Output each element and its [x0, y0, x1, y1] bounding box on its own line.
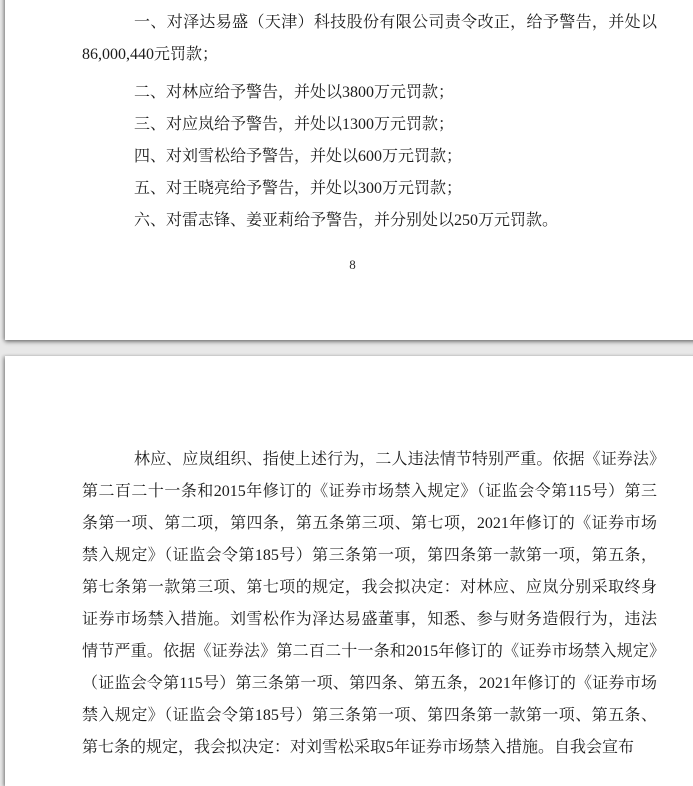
penalty-item-3: 三、对应岚给予警告，并处以1300万元罚款； [134, 116, 455, 133]
penalty-item-6: 六、对雷志锋、姜亚莉给予警告，并分别处以250万元罚款。 [134, 212, 559, 229]
page-number: 8 [349, 257, 356, 272]
ban-decision-paragraph: 林应、应岚组织、指使上述行为，二人违法情节特别严重。依据《证券法》第二百二十一条和2015年修订的《证券市场禁入规定》（证监会令第115号）第三条第一项、第二项，第四条，第五条第三项、第七项，2021年修订的《证券市场禁入规定》（证监会令第185号）第三条第一项，第四条第一款第一项，第五条，第七条第一款第三项、第七项的规定，我会拟决定：对林应、应岚分别采取终身证券市场禁入措施。刘雪松作为泽达易盛董事，知悉、参与财务造假行为，违法情节严重。依据《证券法》第二百二十一条和2015年修订的《证券市场禁入规定》（证监会令第115号）第三条第一项、第四条、第五条，2021年修订的《证券市场禁入规定》（证监会令第185号）第三条第一项、第四条第一款第一项、第五条、第七条的规定，我会拟决定：对刘雪松采取5年证券市场禁入措施。自我会宣布 [82, 451, 657, 756]
penalty-list [5, 0, 693, 237]
penalty-item-5: 五、对王晓亮给予警告，并处以300万元罚款； [134, 180, 463, 197]
penalty-item-4: 四、对刘雪松给予警告，并处以600万元罚款； [134, 148, 463, 165]
page-body [5, 356, 693, 764]
document-page-top [5, 0, 693, 340]
penalty-item-1: 一、对泽达易盛（天津）科技股份有限公司责令改正，给予警告，并处以86,000,440元罚款； [82, 14, 657, 63]
document-page-bottom [5, 356, 693, 786]
penalty-item-2: 二、对林应给予警告，并处以3800万元罚款； [134, 84, 455, 101]
